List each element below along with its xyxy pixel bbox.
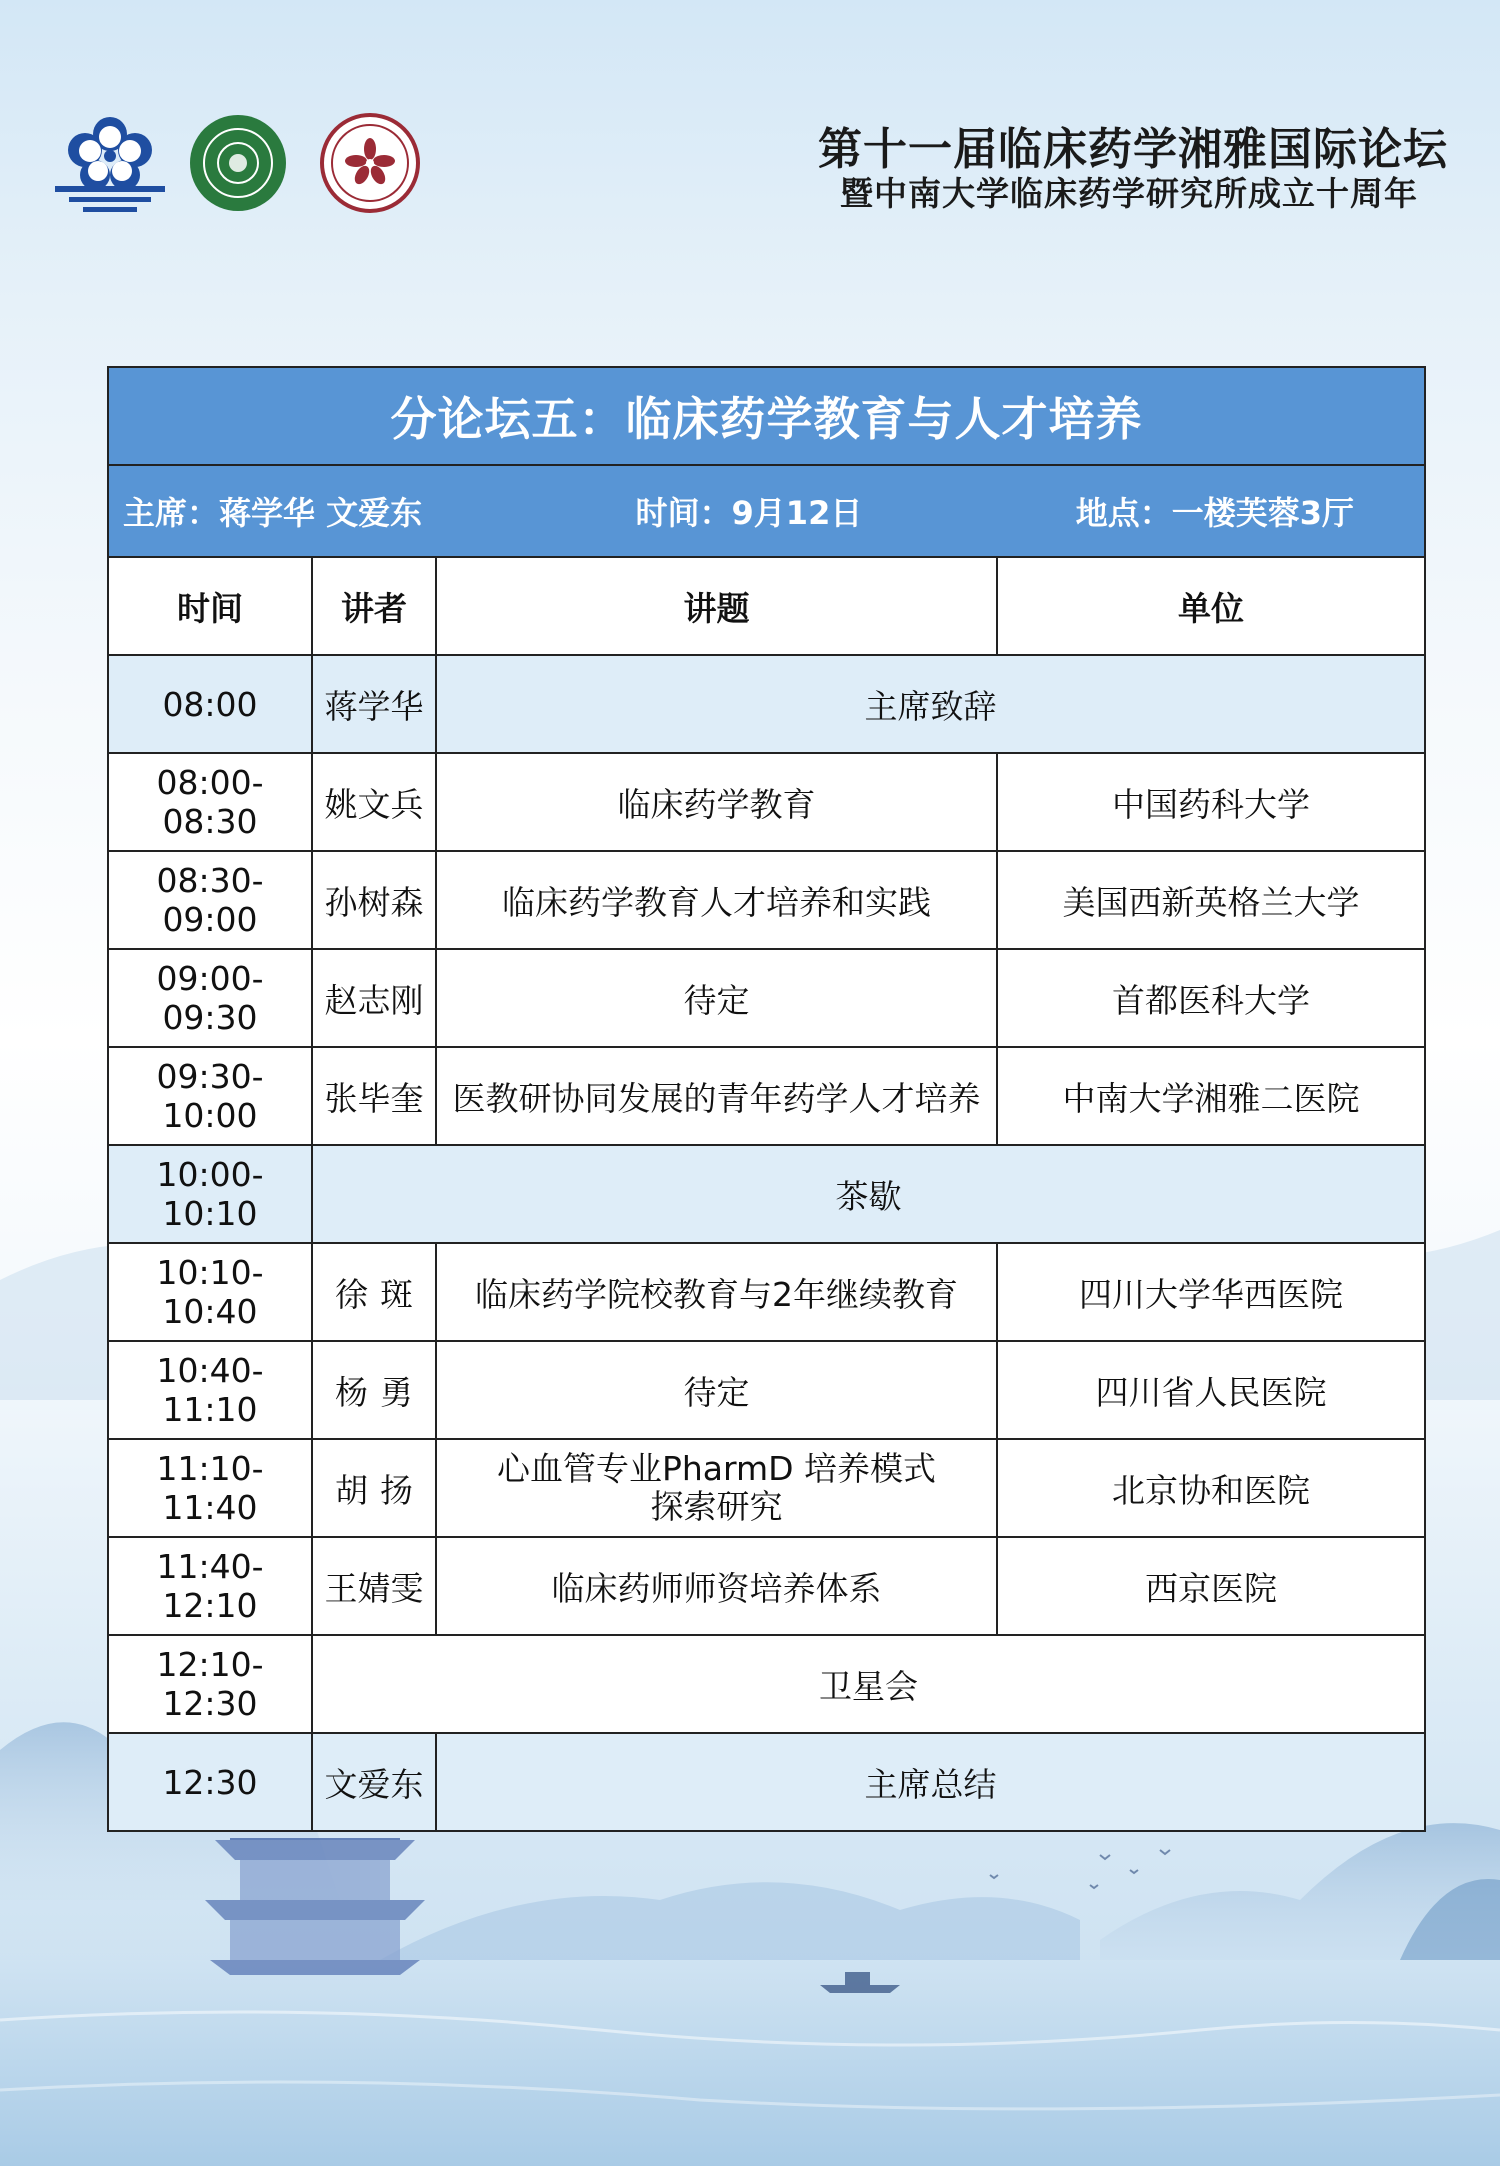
hunan-pharmaceutical-association-logo (188, 113, 288, 213)
row-time: 11:10-11:40 (108, 1439, 312, 1537)
table-row (108, 851, 1425, 949)
row-topic: 临床药学教育 (436, 753, 997, 851)
row-time: 09:30-10:00 (108, 1047, 312, 1145)
table-row (108, 1145, 1425, 1243)
row-topic: 待定 (436, 949, 997, 1047)
row-topic: 临床药师师资培养体系 (436, 1537, 997, 1635)
row-speaker: 赵志刚 (312, 949, 436, 1047)
row-topic: 待定 (436, 1341, 997, 1439)
table-row (108, 655, 1425, 753)
flower-badge-logo (55, 110, 165, 215)
row-unit: 美国西新英格兰大学 (997, 851, 1425, 949)
table-row (108, 1047, 1425, 1145)
row-speaker: 蒋学华 (312, 655, 436, 753)
clinical-pharmacy-committee-logo (320, 113, 420, 213)
table-row (108, 1341, 1425, 1439)
row-speaker: 胡扬 (312, 1439, 436, 1537)
row-time: 08:00-08:30 (108, 753, 312, 851)
row-topic-line: 心血管专业PharmD 培养模式 (496, 1449, 937, 1488)
row-speaker: 徐斑 (312, 1243, 436, 1341)
row-topic: 卫星会 (312, 1635, 1425, 1733)
row-speaker: 文爱东 (312, 1733, 436, 1831)
table-row (108, 1243, 1425, 1341)
table-row (108, 949, 1425, 1047)
table-row (108, 753, 1425, 851)
row-unit: 四川省人民医院 (997, 1341, 1425, 1439)
row-topic: 临床药学教育人才培养和实践 (436, 851, 997, 949)
row-speaker: 姚文兵 (312, 753, 436, 851)
row-unit: 中国药科大学 (997, 753, 1425, 851)
column-header-unit: 单位 (997, 557, 1425, 655)
table-row (108, 1439, 1425, 1537)
row-speaker: 王婧雯 (312, 1537, 436, 1635)
row-unit: 中南大学湘雅二医院 (997, 1047, 1425, 1145)
row-speaker: 杨勇 (312, 1341, 436, 1439)
column-header-speaker: 讲者 (312, 557, 436, 655)
row-speaker: 张毕奎 (312, 1047, 436, 1145)
row-unit: 首都医科大学 (997, 949, 1425, 1047)
row-unit: 北京协和医院 (997, 1439, 1425, 1537)
row-time: 12:30 (108, 1733, 312, 1831)
row-time: 10:40-11:10 (108, 1341, 312, 1439)
schedule-table (107, 366, 1426, 1832)
forum-info-bar (108, 465, 1425, 557)
forum-location: 地点：一楼芙蓉3厅 (1075, 494, 1354, 532)
conference-subtitle: 暨中南大学临床药学研究所成立十周年 (840, 174, 1418, 213)
forum-title: 分论坛五：临床药学教育与人才培养 (108, 367, 1425, 465)
row-topic: 医教研协同发展的青年药学人才培养 (436, 1047, 997, 1145)
column-header-topic: 讲题 (436, 557, 997, 655)
forum-chair: 主席：蒋学华 文爱东 (123, 494, 423, 532)
forum-date: 时间：9月12日 (635, 494, 863, 532)
row-time: 08:00 (108, 655, 312, 753)
row-topic (436, 1439, 997, 1537)
row-speaker: 孙树森 (312, 851, 436, 949)
row-time: 10:10-10:40 (108, 1243, 312, 1341)
row-topic: 临床药学院校教育与2年继续教育 (436, 1243, 997, 1341)
table-row (108, 1635, 1425, 1733)
table-row (108, 1733, 1425, 1831)
table-header-row (108, 557, 1425, 655)
column-header-time: 时间 (108, 557, 312, 655)
row-topic-line: 探索研究 (650, 1487, 783, 1526)
conference-title: 第十一届临床药学湘雅国际论坛 (818, 124, 1448, 175)
row-unit: 四川大学华西医院 (997, 1243, 1425, 1341)
row-time: 12:10-12:30 (108, 1635, 312, 1733)
row-time: 10:00-10:10 (108, 1145, 312, 1243)
row-time: 11:40-12:10 (108, 1537, 312, 1635)
row-unit: 西京医院 (997, 1537, 1425, 1635)
row-topic: 主席总结 (436, 1733, 1425, 1831)
row-time: 09:00-09:30 (108, 949, 312, 1047)
row-time: 08:30-09:00 (108, 851, 312, 949)
row-topic: 主席致辞 (436, 655, 1425, 753)
table-row (108, 1537, 1425, 1635)
row-topic: 茶歇 (312, 1145, 1425, 1243)
